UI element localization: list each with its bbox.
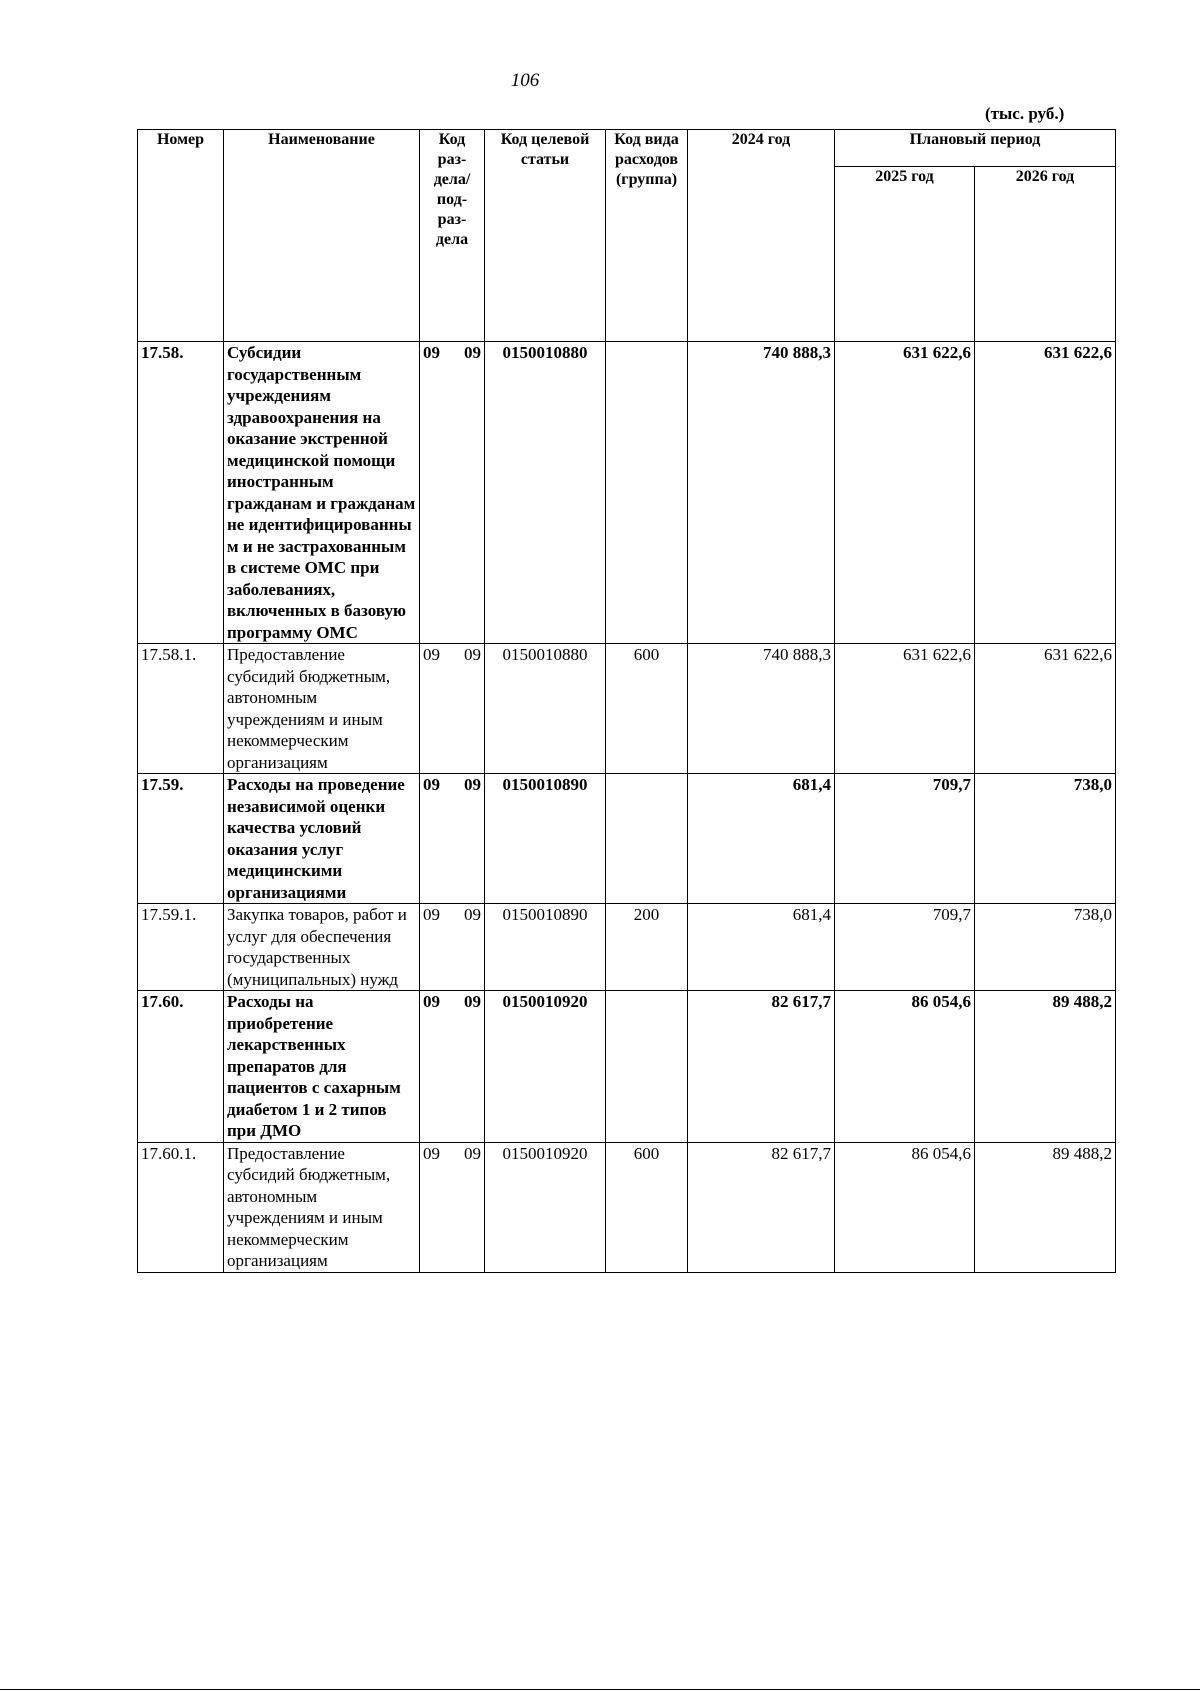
row-expense-type: 600: [606, 644, 688, 774]
row-name: Закупка товаров, работ и услуг для обеспечения государственных (муниципальных) нужд: [224, 904, 420, 991]
row-2025: 86 054,6: [835, 991, 975, 1143]
row-section: 09: [423, 992, 440, 1011]
row-target-code: 0150010920: [485, 1142, 606, 1272]
row-2025: 86 054,6: [835, 1142, 975, 1272]
header-section-code: [420, 130, 485, 342]
row-target-code: 0150010880: [485, 342, 606, 644]
row-section: 09: [423, 905, 440, 924]
table-row: [138, 991, 1116, 1143]
section-code-pair: [423, 991, 481, 1013]
row-name: Расходы на проведение независимой оценки качества условий оказания услуг медицинскими организациями: [224, 774, 420, 904]
row-2024: 681,4: [688, 774, 835, 904]
row-name: Предоставление субсидий бюджетным, автономным учреждениям и иным некоммерческим организациям: [224, 1142, 420, 1272]
row-target-code: 0150010890: [485, 774, 606, 904]
row-section-code: [420, 1142, 485, 1272]
row-expense-type: [606, 342, 688, 644]
header-expense-type: Код вида расходов (группа): [606, 130, 688, 342]
section-code-pair: [423, 1143, 481, 1165]
row-number: 17.60.1.: [138, 1142, 224, 1272]
page-number: 106: [510, 70, 540, 91]
row-2026: 89 488,2: [975, 991, 1116, 1143]
row-2025: 631 622,6: [835, 644, 975, 774]
row-2026: 631 622,6: [975, 342, 1116, 644]
header-name: Наименование: [224, 130, 420, 342]
row-section: 09: [423, 343, 440, 362]
row-section-code: [420, 342, 485, 644]
row-2024: 82 617,7: [688, 991, 835, 1143]
table-row: [138, 1142, 1116, 1272]
row-name: Расходы на приобретение лекарственных препаратов для пациентов с сахарным диабетом 1 и 2 типов при ДМО: [224, 991, 420, 1143]
row-2026: 631 622,6: [975, 644, 1116, 774]
row-2026: 89 488,2: [975, 1142, 1116, 1272]
row-section-code: [420, 774, 485, 904]
row-number: 17.60.: [138, 991, 224, 1143]
section-code-pair: [423, 342, 481, 364]
units-label: (тыс. руб.): [985, 104, 1065, 123]
table-row: [138, 644, 1116, 774]
header-planned-period: Плановый период: [835, 130, 1116, 167]
header-section-code-text: Код раз-дела/ под-раз-дела: [433, 131, 471, 248]
header-year-2024: 2024 год: [688, 130, 835, 342]
section-code-pair: [423, 774, 481, 796]
row-target-code: 0150010880: [485, 644, 606, 774]
row-expense-type: 600: [606, 1142, 688, 1272]
row-subsection: 09: [464, 1143, 481, 1163]
header-year-2026: 2026 год: [975, 167, 1116, 342]
header-target-code: Код целевой статьи: [485, 130, 606, 342]
row-subsection: 09: [464, 905, 481, 924]
row-number: 17.58.1.: [138, 644, 224, 774]
row-2024: 740 888,3: [688, 644, 835, 774]
row-number: 17.58.: [138, 342, 224, 644]
row-2025: 709,7: [835, 774, 975, 904]
row-section: 09: [423, 645, 440, 664]
section-code-pair: [423, 644, 481, 666]
row-2024: 681,4: [688, 904, 835, 991]
row-2025: 709,7: [835, 904, 975, 991]
row-section: 09: [423, 775, 440, 794]
row-2024: 740 888,3: [688, 342, 835, 644]
row-number: 17.59.1.: [138, 904, 224, 991]
row-number: 17.59.: [138, 774, 224, 904]
section-code-pair: [423, 904, 481, 926]
row-section: 09: [423, 1143, 440, 1163]
row-2026: 738,0: [975, 904, 1116, 991]
row-2025: 631 622,6: [835, 342, 975, 644]
row-target-code: 0150010890: [485, 904, 606, 991]
row-subsection: 09: [464, 992, 481, 1011]
header-number: Номер: [138, 130, 224, 342]
table-row: [138, 774, 1116, 904]
table-row: [138, 342, 1116, 644]
table-row: [138, 904, 1116, 991]
header-year-2025: 2025 год: [835, 167, 975, 342]
row-subsection: 09: [464, 775, 481, 794]
row-name: Предоставление субсидий бюджетным, автономным учреждениям и иным некоммерческим организациям: [224, 644, 420, 774]
row-expense-type: [606, 991, 688, 1143]
row-expense-type: 200: [606, 904, 688, 991]
row-expense-type: [606, 774, 688, 904]
row-subsection: 09: [464, 343, 481, 362]
row-section-code: [420, 991, 485, 1143]
table-body: [138, 342, 1116, 1273]
row-2024: 82 617,7: [688, 1142, 835, 1272]
row-name: Субсидии государственным учреждениям здравоохранения на оказание экстренной медицинской помощи иностранным гражданам и гражданам не идентифицированны м и не застрахованным в системе ОМС при заболеваниях, включенных в базовую программу ОМС: [224, 342, 420, 644]
row-section-code: [420, 644, 485, 774]
bottom-rule: [0, 1689, 1200, 1690]
row-target-code: 0150010920: [485, 991, 606, 1143]
row-subsection: 09: [464, 645, 481, 664]
row-section-code: [420, 904, 485, 991]
budget-table: [137, 129, 1116, 1273]
row-2026: 738,0: [975, 774, 1116, 904]
